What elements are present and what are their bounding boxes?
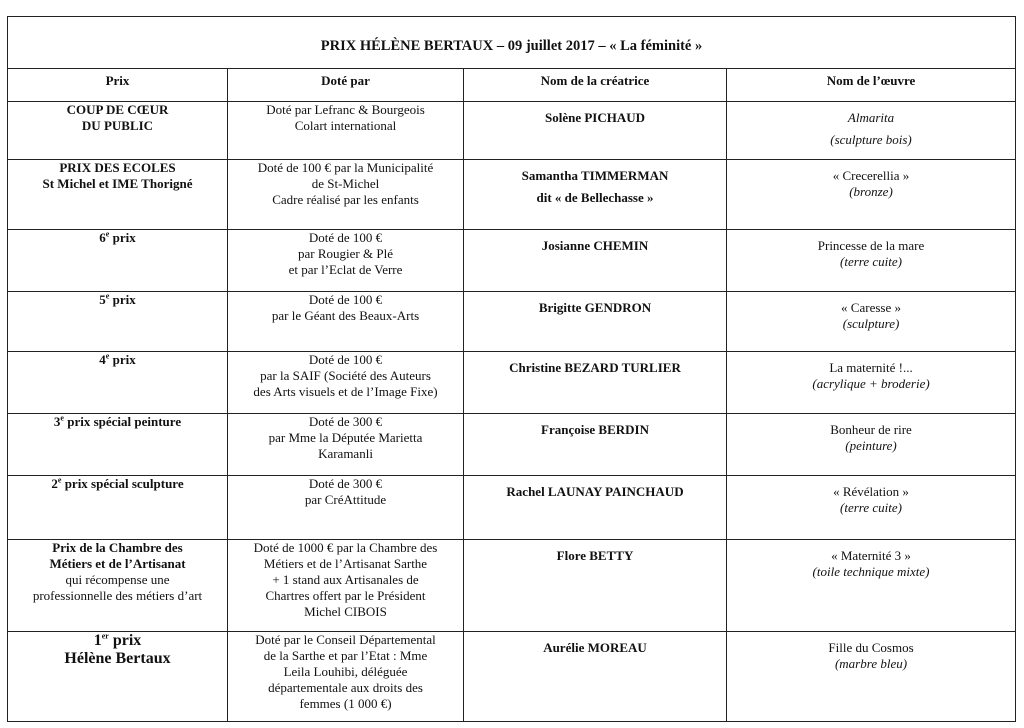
- prix-number: 3: [53, 414, 61, 429]
- oeuvre-cell: [727, 102, 1016, 160]
- prix-text: Métiers et de l’Artisanat: [49, 556, 186, 571]
- dote-text: des Arts visuels et de l’Image Fixe): [253, 384, 438, 399]
- creatrice-cell: [464, 352, 727, 414]
- table-row: [8, 230, 1016, 292]
- dote-cell: [228, 292, 464, 352]
- header-dote: Doté par: [228, 69, 464, 102]
- creatrice-alias: dit « de Bellechasse »: [536, 190, 654, 205]
- oeuvre-title: Almarita: [847, 110, 895, 125]
- oeuvre-title: La maternité !...: [829, 360, 913, 375]
- prix-cell: [8, 230, 228, 292]
- prix-description: qui récompense une: [65, 572, 170, 587]
- table-row: [8, 352, 1016, 414]
- prix-text: DU PUBLIC: [81, 118, 154, 133]
- prix-text: PRIX DES ECOLES: [59, 160, 176, 175]
- creatrice-cell: [464, 632, 727, 722]
- creatrice-name: Samantha TIMMERMAN: [521, 168, 669, 183]
- oeuvre-title: « Crecerellia »: [832, 168, 910, 183]
- dote-cell: [228, 160, 464, 230]
- dote-cell: [228, 540, 464, 632]
- oeuvre-title: « Caresse »: [841, 300, 901, 315]
- table-row: [8, 632, 1016, 722]
- prix-text: St Michel et IME Thorigné: [42, 176, 193, 191]
- oeuvre-cell: [727, 160, 1016, 230]
- creatrice-cell: [464, 292, 727, 352]
- header-oeuvre: Nom de l’œuvre: [727, 69, 1016, 102]
- oeuvre-technique: (terre cuite): [840, 500, 902, 515]
- creatrice-name: Josianne CHEMIN: [541, 238, 649, 253]
- prix-description: professionnelle des métiers d’art: [32, 588, 203, 603]
- prix-cell: [8, 540, 228, 632]
- dote-text: Doté de 100 € par la Municipalité: [257, 160, 434, 175]
- dote-cell: [228, 352, 464, 414]
- prix-ordinal: e: [57, 475, 62, 485]
- prix-text: prix spécial sculpture: [61, 476, 184, 491]
- prix-ordinal: e: [105, 351, 110, 361]
- table-row: [8, 476, 1016, 540]
- prix-number: 1: [93, 632, 102, 649]
- dote-text: Doté par le Conseil Départemental: [255, 632, 436, 647]
- prix-cell: [8, 414, 228, 476]
- dote-text: par Rougier & Plé: [298, 246, 393, 261]
- oeuvre-cell: [727, 632, 1016, 722]
- prix-text: prix: [108, 632, 142, 649]
- prix-name: Hélène Bertaux: [64, 650, 171, 667]
- header-prix: Prix: [8, 69, 228, 102]
- prix-cell: [8, 632, 228, 722]
- oeuvre-cell: [727, 414, 1016, 476]
- prix-ordinal: e: [60, 413, 64, 423]
- table-row: [8, 414, 1016, 476]
- dote-text: et par l’Eclat de Verre: [288, 262, 403, 277]
- creatrice-cell: [464, 476, 727, 540]
- oeuvre-technique: (sculpture bois): [830, 132, 912, 147]
- table-row: [8, 540, 1016, 632]
- oeuvre-technique: (peinture): [845, 438, 897, 453]
- oeuvre-cell: [727, 352, 1016, 414]
- oeuvre-title: Fille du Cosmos: [828, 640, 914, 655]
- creatrice-cell: [464, 414, 727, 476]
- creatrice-cell: [464, 230, 727, 292]
- dote-text: départementale aux droits des: [268, 680, 423, 695]
- dote-text: Chartres offert par le Président: [265, 588, 426, 603]
- dote-cell: [228, 230, 464, 292]
- creatrice-name: Solène PICHAUD: [544, 110, 646, 125]
- prix-cell: [8, 476, 228, 540]
- prix-ordinal: e: [105, 229, 110, 239]
- prix-ordinal: e: [105, 291, 110, 301]
- dote-text: Doté de 100 €: [308, 352, 383, 367]
- dote-cell: [228, 102, 464, 160]
- creatrice-name: Françoise BERDIN: [541, 422, 649, 437]
- dote-text: par Mme la Députée Marietta: [268, 430, 423, 445]
- creatrice-cell: [464, 160, 727, 230]
- dote-text: Michel CIBOIS: [304, 604, 387, 619]
- prix-cell: [8, 352, 228, 414]
- dote-text: Métiers et de l’Artisanat Sarthe: [263, 556, 428, 571]
- table-title: PRIX HÉLÈNE BERTAUX – 09 juillet 2017 – « La féminité »: [8, 17, 1016, 69]
- prix-cell: [8, 102, 228, 160]
- dote-text: Cadre réalisé par les enfants: [272, 192, 419, 207]
- prize-table: [7, 16, 1016, 722]
- dote-text: Doté par Lefranc & Bourgeois: [266, 102, 425, 117]
- dote-cell: [228, 414, 464, 476]
- oeuvre-technique: (marbre bleu): [834, 656, 908, 671]
- dote-cell: [228, 476, 464, 540]
- prix-text: COUP DE CŒUR: [66, 102, 169, 117]
- prix-text: prix spécial peinture: [63, 414, 182, 429]
- oeuvre-title: « Révélation »: [833, 484, 909, 499]
- dote-text: par la SAIF (Société des Auteurs: [260, 368, 431, 383]
- oeuvre-cell: [727, 230, 1016, 292]
- oeuvre-title: Princesse de la mare: [817, 238, 925, 253]
- dote-cell: [228, 632, 464, 722]
- dote-text: Doté de 100 €: [308, 292, 383, 307]
- dote-text: par CréAttitude: [304, 492, 387, 507]
- dote-text: de St-Michel: [311, 176, 380, 191]
- oeuvre-technique: (bronze): [849, 184, 893, 199]
- dote-text: Leila Louhibi, déléguée: [283, 664, 408, 679]
- prix-number: 2: [51, 476, 58, 491]
- oeuvre-cell: [727, 476, 1016, 540]
- dote-text: femmes (1 000 €): [299, 696, 392, 711]
- table-row: [8, 102, 1016, 160]
- creatrice-cell: [464, 540, 727, 632]
- prix-number: 5: [99, 292, 106, 307]
- creatrice-name: Rachel LAUNAY PAINCHAUD: [506, 484, 684, 499]
- oeuvre-title: « Maternité 3 »: [831, 548, 911, 563]
- oeuvre-technique: (terre cuite): [840, 254, 902, 269]
- dote-text: de la Sarthe et par l’Etat : Mme: [263, 648, 428, 663]
- prix-text: Prix de la Chambre des: [52, 540, 183, 555]
- oeuvre-title: Bonheur de rire: [830, 422, 912, 437]
- oeuvre-technique: (sculpture): [842, 316, 900, 331]
- dote-text: Doté de 1000 € par la Chambre des: [253, 540, 438, 555]
- creatrice-cell: [464, 102, 727, 160]
- prix-cell: [8, 292, 228, 352]
- oeuvre-cell: [727, 540, 1016, 632]
- table-row: [8, 292, 1016, 352]
- dote-text: Colart international: [294, 118, 397, 133]
- prix-text: prix: [109, 352, 136, 367]
- prix-number: 4: [99, 352, 106, 367]
- dote-text: Doté de 100 €: [308, 230, 383, 245]
- prix-text: prix: [109, 230, 136, 245]
- oeuvre-technique: (acrylique + broderie): [812, 376, 930, 391]
- prix-ordinal: er: [101, 631, 109, 641]
- prix-text: prix: [109, 292, 136, 307]
- prix-cell: [8, 160, 228, 230]
- oeuvre-technique: (toile technique mixte): [812, 564, 930, 579]
- creatrice-name: Aurélie MOREAU: [543, 640, 647, 655]
- header-row: [8, 69, 1016, 102]
- dote-text: Doté de 300 €: [308, 414, 383, 429]
- dote-text: par le Géant des Beaux-Arts: [271, 308, 420, 323]
- creatrice-name: Christine BEZARD TURLIER: [509, 360, 681, 375]
- header-creatrice: Nom de la créatrice: [464, 69, 727, 102]
- dote-text: Karamanli: [318, 446, 373, 461]
- creatrice-name: Flore BETTY: [556, 548, 634, 563]
- dote-text: Doté de 300 €: [308, 476, 383, 491]
- table-row: [8, 160, 1016, 230]
- creatrice-name: Brigitte GENDRON: [538, 300, 652, 315]
- oeuvre-cell: [727, 292, 1016, 352]
- dote-text: + 1 stand aux Artisanales de: [272, 572, 419, 587]
- prix-number: 6: [99, 230, 106, 245]
